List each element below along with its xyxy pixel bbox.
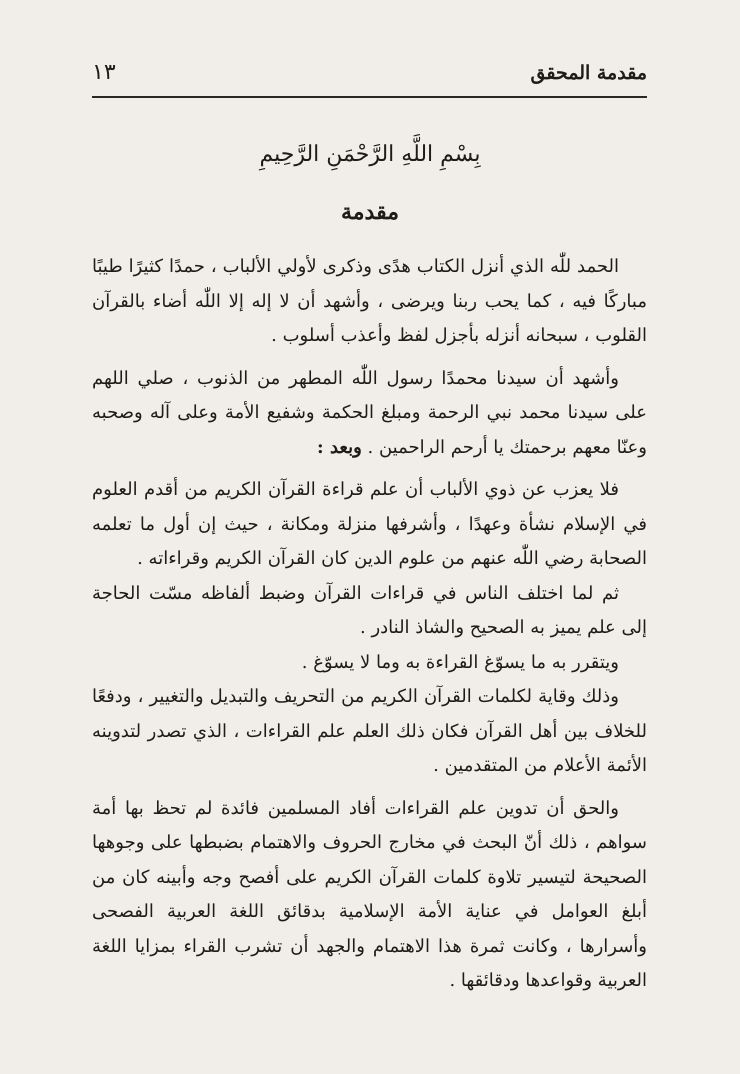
section-heading: مقدمة <box>340 199 400 225</box>
paragraph-bold-tail: وبعد : <box>317 436 362 458</box>
header-rule <box>92 96 647 98</box>
page-header <box>92 58 647 94</box>
paragraph: ويتقرر به ما يسوّغ القراءة به وما لا يسوّغ . <box>301 651 619 673</box>
paragraph: فلا يعزب عن ذوي الألباب أن علم قراءة القرآن الكريم من أقدم العلوم في الإسلام نشأة وعهدًا ، وأشرفها منزلة ومكانة ، حيث إن أول ما تعلمه الصحابة رضي اللّٰه عنهم من علوم الدين كان القرآن الكريم وقراءاته . <box>92 479 647 569</box>
paragraph: الحمد للّٰه الذي أنزل الكتاب هدًى وذكرى لأولي الألباب ، حمدًا كثيرًا طيبًا مباركًا فيه ، كما يحب ربنا ويرضى ، وأشهد أن لا إله إلا اللّٰه أضاء بالقرآن القلوب ، سبحانه أنزله بأجزل لفظ وأعذب أسلوب . <box>92 256 647 346</box>
body-text <box>92 250 647 999</box>
page-number: ١٣ <box>92 60 116 85</box>
basmala: بِسْمِ اللَّهِ الرَّحْمَنِ الرَّحِيمِ <box>259 142 481 167</box>
paragraph <box>92 362 647 466</box>
paragraph: ثم لما اختلف الناس في قراءات القرآن وضبط ألفاظه مسّت الحاجة إلى علم يميز به الصحيح والشاذ النادر . <box>92 582 647 638</box>
paragraph: والحق أن تدوين علم القراءات أفاد المسلمين فائدة لم تحظ بها أمة سواهم ، ذلك أنّ البحث في مخارج الحروف والاهتمام بضبطها على وجوهها الصحيحة لتيسير تلاوة كلمات القرآن الكريم على أفصح وجه وأبينه كان من أبلغ العوامل في عناية الأمة الإسلامية بدقائق اللغة العربية الفصحى وأسرارها ، وكانت ثمرة هذا الاهتمام والجهد أن تشرب القراء بمزايا اللغة العربية وقواعدها ودقائقها . <box>92 797 647 991</box>
paragraph-text: وأشهد أن سيدنا محمدًا رسول اللّٰه المطهر من الذنوب ، صلي اللهم على سيدنا محمد نبي الرحمة ومبلغ الحكمة وشفيع الأمة وعلى آله وصحبه وعنّا معهم برحمتك يا أرحم الراحمين . <box>92 367 647 458</box>
running-title: مقدمة المحقق <box>530 62 647 84</box>
paragraph: وذلك وقاية لكلمات القرآن الكريم من التحريف والتبديل والتغيير ، ودفعًا للخلاف بين أهل القرآن فكان ذلك العلم علم القراءات ، الذي تصدر لتدوينه الأئمة الأعلام من المتقدمين . <box>92 686 647 776</box>
